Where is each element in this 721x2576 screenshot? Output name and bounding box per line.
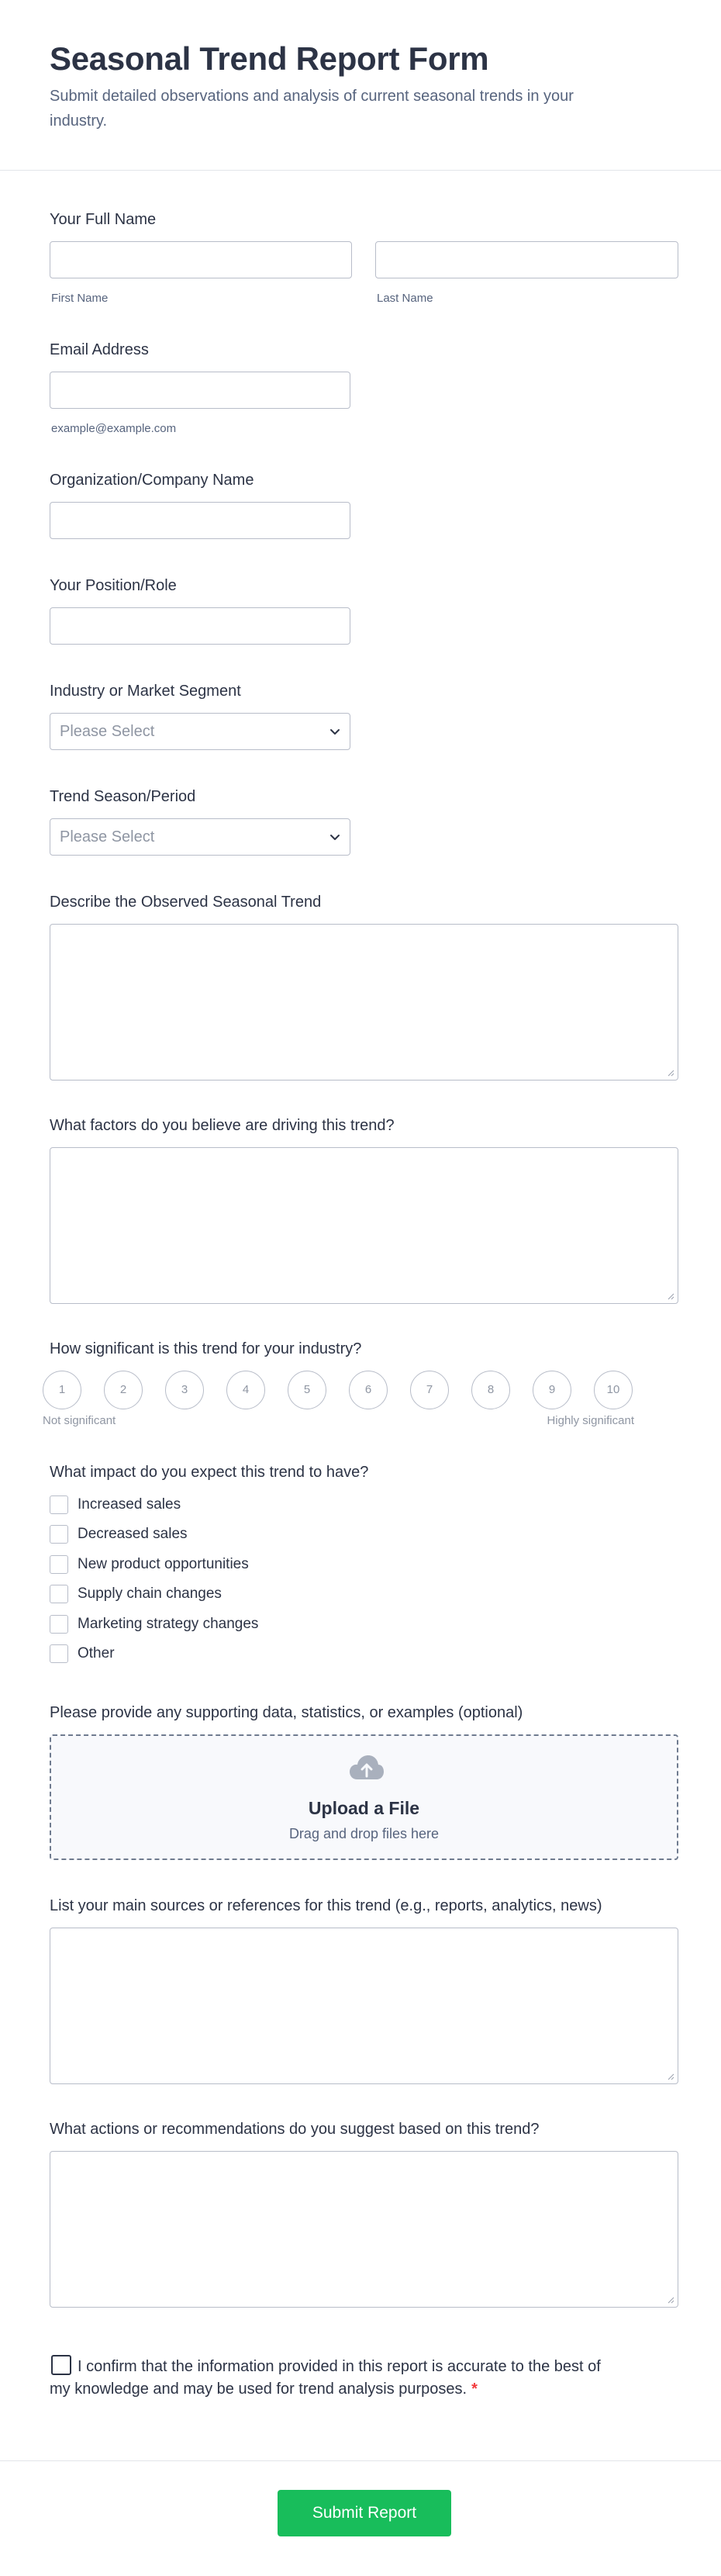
upload-label: Please provide any supporting data, statistics, or examples (optional) bbox=[50, 1704, 523, 1721]
confirm-checkbox[interactable] bbox=[51, 2355, 71, 2375]
file-upload-dropzone[interactable] bbox=[50, 1734, 678, 1860]
cloud-upload-icon bbox=[348, 1753, 385, 1782]
scale-option-10[interactable]: 10 bbox=[594, 1371, 633, 1409]
submit-button[interactable]: Submit Report bbox=[278, 2490, 451, 2536]
checkbox[interactable] bbox=[50, 1644, 68, 1663]
impact-option-marketing[interactable] bbox=[50, 1613, 258, 1635]
sources-textarea[interactable] bbox=[50, 1928, 678, 2084]
last-name-input[interactable] bbox=[375, 241, 678, 278]
resize-grip-icon[interactable] bbox=[667, 1069, 674, 1077]
checkbox[interactable] bbox=[50, 1555, 68, 1574]
checkbox-label: New product opportunities bbox=[78, 1556, 249, 1572]
resize-grip-icon[interactable] bbox=[667, 1292, 674, 1300]
email-input[interactable] bbox=[50, 372, 350, 409]
email-label: Email Address bbox=[50, 341, 149, 358]
impact-option-new-product[interactable] bbox=[50, 1554, 249, 1575]
organization-label: Organization/Company Name bbox=[50, 472, 254, 489]
describe-textarea[interactable] bbox=[50, 924, 678, 1081]
checkbox[interactable] bbox=[50, 1615, 68, 1634]
sources-label: List your main sources or references for this trend (e.g., reports, analytics, news) bbox=[50, 1897, 602, 1914]
actions-textarea[interactable] bbox=[50, 2151, 678, 2308]
scale-option-4[interactable]: 4 bbox=[226, 1371, 265, 1409]
checkbox-label: Increased sales bbox=[78, 1496, 181, 1513]
position-label: Your Position/Role bbox=[50, 577, 177, 594]
checkbox-label: Marketing strategy changes bbox=[78, 1616, 259, 1632]
scale-option-3[interactable]: 3 bbox=[165, 1371, 204, 1409]
impact-option-other[interactable] bbox=[50, 1643, 115, 1665]
scale-option-5[interactable]: 5 bbox=[288, 1371, 326, 1409]
scale-option-6[interactable]: 6 bbox=[349, 1371, 388, 1409]
confirm-checkbox-row[interactable] bbox=[50, 2355, 623, 2401]
scale-option-9[interactable]: 9 bbox=[533, 1371, 571, 1409]
resize-grip-icon[interactable] bbox=[667, 2073, 674, 2080]
scale-min-hint: Not significant bbox=[43, 1414, 116, 1427]
industry-select[interactable] bbox=[50, 713, 350, 750]
form-subtitle: Submit detailed observations and analysis of current seasonal trends in your industry. bbox=[50, 88, 574, 130]
last-name-sublabel: Last Name bbox=[377, 292, 433, 305]
position-input[interactable] bbox=[50, 607, 350, 645]
actions-label: What actions or recommendations do you suggest based on this trend? bbox=[50, 2121, 540, 2138]
industry-select-value: Please Select bbox=[60, 723, 155, 740]
form-header bbox=[0, 0, 721, 171]
impact-option-supply-chain[interactable] bbox=[50, 1583, 222, 1605]
scale-option-7[interactable]: 7 bbox=[410, 1371, 449, 1409]
full-name-label: Your Full Name bbox=[50, 211, 157, 228]
chevron-down-icon bbox=[328, 830, 342, 844]
checkbox-label: Other bbox=[78, 1645, 115, 1661]
industry-label: Industry or Market Segment bbox=[50, 683, 241, 700]
checkbox[interactable] bbox=[50, 1585, 68, 1603]
scale-option-8[interactable]: 8 bbox=[471, 1371, 510, 1409]
factors-label: What factors do you believe are driving this trend? bbox=[50, 1117, 395, 1134]
checkbox-label: Decreased sales bbox=[78, 1526, 188, 1542]
scale-option-1[interactable]: 1 bbox=[43, 1371, 81, 1409]
scale-option-2[interactable]: 2 bbox=[104, 1371, 143, 1409]
organization-input[interactable] bbox=[50, 502, 350, 539]
impact-option-increased-sales[interactable] bbox=[50, 1494, 181, 1516]
footer-divider bbox=[0, 2460, 721, 2461]
season-select[interactable] bbox=[50, 818, 350, 856]
form-title: Seasonal Trend Report Form bbox=[50, 40, 489, 77]
upload-subtitle: Drag and drop files here bbox=[288, 1826, 440, 1841]
factors-textarea[interactable] bbox=[50, 1147, 678, 1304]
checkbox-label: Supply chain changes bbox=[78, 1585, 222, 1602]
impact-label: What impact do you expect this trend to have? bbox=[50, 1464, 369, 1481]
first-name-input[interactable] bbox=[50, 241, 352, 278]
describe-label: Describe the Observed Seasonal Trend bbox=[50, 894, 322, 911]
email-sublabel: example@example.com bbox=[51, 422, 177, 435]
scale-max-hint: Highly significant bbox=[547, 1414, 634, 1427]
resize-grip-icon[interactable] bbox=[667, 2296, 674, 2304]
significance-label: How significant is this trend for your industry? bbox=[50, 1340, 362, 1357]
season-select-value: Please Select bbox=[60, 828, 155, 845]
season-label: Trend Season/Period bbox=[50, 788, 196, 805]
upload-title: Upload a File bbox=[308, 1798, 420, 1818]
required-mark: * bbox=[471, 2381, 478, 2398]
checkbox[interactable] bbox=[50, 1495, 68, 1514]
confirm-text: I confirm that the information provided in this report is accurate to the best of my knowledge and may be used for trend analysis purposes. bbox=[50, 2358, 601, 2398]
chevron-down-icon bbox=[328, 724, 342, 738]
first-name-sublabel: First Name bbox=[51, 292, 109, 305]
impact-option-decreased-sales[interactable] bbox=[50, 1523, 188, 1545]
checkbox[interactable] bbox=[50, 1525, 68, 1544]
